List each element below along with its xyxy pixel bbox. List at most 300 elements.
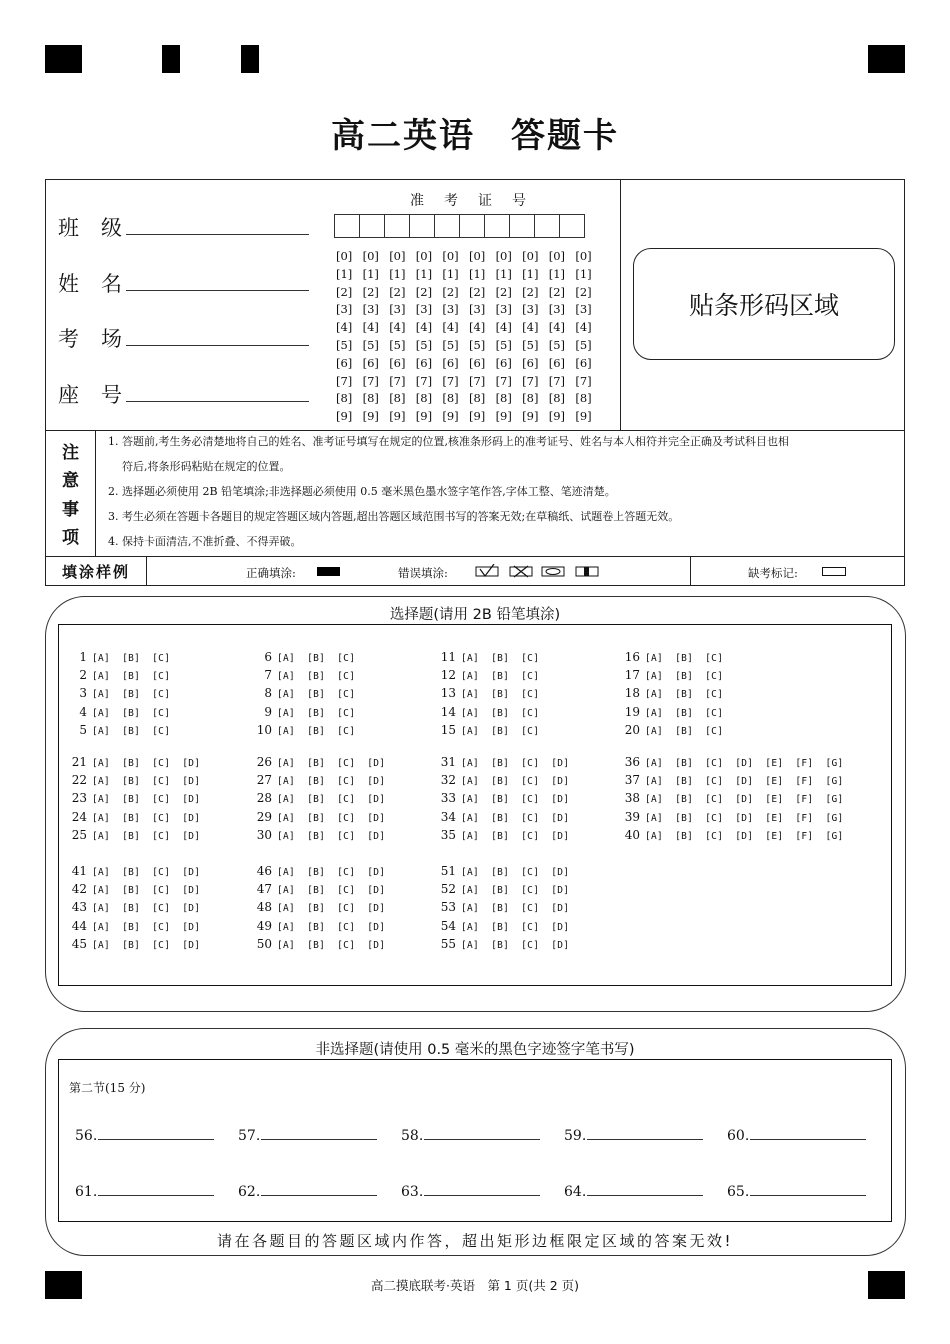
exam-id-bubble[interactable]: [8]	[415, 391, 433, 406]
answer-options[interactable]: [A] [B] [C] [D]	[277, 830, 386, 842]
exam-id-bubble[interactable]: [2]	[495, 284, 512, 299]
fill-blank[interactable]	[564, 1183, 703, 1200]
answer-options[interactable]: [A] [B] [C]	[645, 653, 724, 664]
note-1: 1. 答题前,考生务必清楚地将自己的姓名、准考证号填写在规定的位置,核准条形码上的准考证号、姓名与本人相符并完全正确及考试科目也相	[108, 435, 789, 448]
exam-id-bubble[interactable]: [3]	[575, 302, 592, 317]
question-number: 15	[440, 722, 456, 737]
question-11[interactable]	[434, 650, 539, 664]
question-number: 31	[440, 755, 456, 769]
question-30[interactable]	[250, 828, 385, 842]
answer-options[interactable]: [A] [B] [C] [D]	[92, 921, 201, 933]
exam-id-bubble[interactable]: [9]	[362, 409, 379, 424]
question-28[interactable]	[250, 791, 385, 805]
answer-options[interactable]: [A] [B] [C] [D]	[461, 867, 570, 878]
answer-options[interactable]: [A] [B] [C] [D]	[277, 758, 386, 769]
question-14[interactable]	[434, 705, 539, 719]
answer-options[interactable]: [A] [B] [C]	[645, 707, 724, 719]
exam-id-bubble[interactable]: [8]	[442, 391, 459, 406]
class-field[interactable]	[126, 234, 309, 235]
answer-options[interactable]: [A] [B] [C] [D]	[461, 939, 570, 951]
answer-options[interactable]: [A] [B] [C]	[92, 725, 171, 737]
exam-id-title: 准考证号	[410, 193, 546, 209]
position-mark	[162, 45, 180, 73]
exam-id-bubble[interactable]: [6]	[389, 355, 406, 370]
exam-id-bubble[interactable]: [2]	[442, 284, 459, 299]
answer-options[interactable]: [A] [B] [C] [D] [E] [F] [G]	[645, 812, 844, 824]
answer-options[interactable]: [A] [B] [C] [D]	[92, 885, 201, 897]
position-mark	[868, 45, 905, 73]
exam-id-bubble[interactable]: [0]	[495, 249, 512, 263]
answer-options[interactable]: [A] [B] [C]	[277, 653, 356, 664]
exam-id-bubble[interactable]: [7]	[575, 373, 592, 388]
answer-options[interactable]: [A] [B] [C] [D]	[92, 758, 201, 769]
exam-id-bubble[interactable]: [8]	[522, 391, 539, 406]
question-32[interactable]	[434, 773, 569, 787]
answer-options[interactable]: [A] [B] [C]	[645, 671, 724, 683]
answer-options[interactable]: [A] [B] [C] [D]	[461, 776, 570, 788]
question-number: 12	[440, 668, 456, 683]
exam-id-bubble[interactable]: [2]	[362, 284, 379, 299]
exam-id-bubble[interactable]: [4]	[389, 320, 406, 335]
exam-id-bubble[interactable]: [9]	[415, 409, 433, 424]
answer-options[interactable]: [A] [B] [C] [D]	[461, 921, 570, 933]
question-number: 37	[624, 773, 640, 788]
exam-id-bubble[interactable]: [4]	[362, 320, 379, 335]
question-number: 19	[624, 704, 640, 719]
question-46[interactable]	[250, 864, 385, 878]
answer-options[interactable]: [A] [B] [C]	[645, 689, 724, 701]
question-13[interactable]	[434, 686, 539, 700]
question-35[interactable]	[434, 828, 569, 842]
answer-options[interactable]: [A] [B] [C] [D] [E] [F] [G]	[645, 776, 844, 788]
exam-id-bubble[interactable]: [5]	[415, 337, 433, 352]
answer-options[interactable]: [A] [B] [C]	[461, 653, 540, 664]
question-number: 24	[71, 809, 87, 824]
exam-id-bubble[interactable]: [5]	[495, 337, 512, 352]
question-53[interactable]	[434, 900, 569, 914]
exam-id-bubble[interactable]: [0]	[468, 249, 486, 263]
question-number: 5	[79, 722, 87, 737]
exam-id-bubble[interactable]: [5]	[362, 337, 379, 352]
answer-options[interactable]: [A] [B] [C] [D]	[92, 867, 201, 878]
barcode-label: 贴条形码区域	[688, 291, 839, 320]
exam-id-bubble[interactable]: [2]	[415, 284, 433, 299]
notes-panel	[45, 430, 905, 557]
exam-id-bubble[interactable]: [5]	[336, 337, 353, 352]
notes-heading	[46, 430, 96, 556]
correct-fill-icon	[317, 567, 340, 576]
question-52[interactable]	[434, 882, 569, 896]
exam-id-bubble[interactable]: [1]	[442, 266, 459, 281]
answer-options[interactable]: [A] [B] [C]	[92, 671, 171, 683]
exam-id-bubble[interactable]: [1]	[575, 266, 592, 281]
exam-id-bubble[interactable]: [4]	[415, 320, 433, 335]
exam-id-bubble[interactable]: [2]	[522, 284, 539, 299]
exam-id-bubble[interactable]: [1]	[389, 266, 406, 281]
question-49[interactable]	[250, 919, 385, 933]
answer-options[interactable]: [A] [B] [C] [D]	[277, 867, 386, 878]
answer-options[interactable]: [A] [B] [C] [D] [E] [F] [G]	[645, 830, 844, 842]
question-15[interactable]	[434, 723, 539, 737]
question-number: 45	[71, 936, 87, 951]
exam-id-bubble[interactable]: [3]	[389, 302, 406, 317]
exam-id-bubble[interactable]: [5]	[389, 337, 406, 352]
answer-line[interactable]	[750, 1127, 866, 1140]
seat-field[interactable]	[126, 401, 309, 402]
fill-blank[interactable]	[75, 1127, 214, 1144]
notes-heading-char: 注	[62, 442, 79, 463]
question-1[interactable]	[65, 650, 170, 664]
exam-id-bubble[interactable]: [3]	[522, 302, 539, 317]
exam-id-bubble[interactable]: [8]	[575, 391, 592, 406]
question-10[interactable]	[250, 723, 355, 737]
exam-id-bubble[interactable]: [9]	[468, 409, 486, 424]
exam-id-bubble[interactable]: [3]	[415, 302, 433, 317]
answer-options[interactable]: [A] [B] [C] [D]	[92, 776, 201, 788]
question-number: 21	[71, 755, 87, 769]
question-48[interactable]	[250, 900, 385, 914]
exam-id-bubble[interactable]: [6]	[575, 355, 592, 370]
section-label: 第二节(15 分)	[69, 1081, 146, 1095]
answer-options[interactable]: [A] [B] [C] [D]	[277, 939, 386, 951]
exam-id-bubble[interactable]: [9]	[575, 409, 592, 424]
exam-id-bubble[interactable]: [5]	[522, 337, 539, 352]
question-47[interactable]	[250, 882, 385, 896]
exam-id-bubble-grid[interactable]	[336, 248, 602, 426]
question-37[interactable]	[618, 773, 844, 787]
answer-line[interactable]	[261, 1127, 377, 1140]
question-26[interactable]	[250, 755, 385, 769]
question-9[interactable]	[250, 705, 355, 719]
question-number: 32	[440, 773, 456, 788]
question-number: 44	[71, 918, 87, 933]
exam-id-bubble[interactable]: [6]	[548, 355, 566, 370]
answer-line[interactable]	[750, 1183, 866, 1196]
exam-id-digit-row	[336, 266, 602, 284]
answer-options[interactable]: [A] [B] [C] [D]	[92, 939, 201, 951]
question-29[interactable]	[250, 810, 385, 824]
answer-line[interactable]	[261, 1183, 377, 1196]
question-8[interactable]	[250, 686, 355, 700]
question-number: 6	[264, 650, 272, 664]
answer-line[interactable]	[98, 1183, 214, 1196]
choice-section-title: 选择题(请用 2B 铅笔填涂)	[389, 607, 561, 623]
question-19[interactable]	[618, 705, 723, 719]
exam-id-bubble[interactable]: [4]	[336, 320, 353, 335]
question-31[interactable]	[434, 755, 569, 769]
exam-id-digit-row	[336, 248, 602, 266]
answer-options[interactable]: [A] [B] [C] [D]	[277, 903, 386, 915]
exam-id-bubble[interactable]: [8]	[362, 391, 379, 406]
exam-id-bubble[interactable]: [7]	[415, 373, 433, 388]
exam-id-digit-row	[336, 301, 602, 319]
question-25[interactable]	[65, 828, 200, 842]
exam-id-bubble[interactable]: [7]	[495, 373, 512, 388]
question-number: 41	[71, 864, 87, 878]
exam-id-digit-row	[336, 319, 602, 337]
exam-id-bubble[interactable]: [9]	[548, 409, 566, 424]
exam-id-digit-row	[336, 408, 602, 426]
question-number: 35	[440, 827, 456, 842]
answer-options[interactable]: [A] [B] [C] [D] [E] [F] [G]	[645, 758, 844, 769]
exam-id-bubble[interactable]: [6]	[468, 355, 486, 370]
exam-id-bubble[interactable]: [3]	[362, 302, 379, 317]
exam-id-bubble[interactable]: [5]	[575, 337, 592, 352]
exam-id-bubble[interactable]: [1]	[548, 266, 566, 281]
question-20[interactable]	[618, 723, 723, 737]
exam-id-bubble[interactable]: [7]	[548, 373, 566, 388]
question-42[interactable]	[65, 882, 200, 896]
exam-id-bubble[interactable]: [6]	[415, 355, 433, 370]
exam-id-bubble[interactable]: [6]	[522, 355, 539, 370]
answer-line[interactable]	[424, 1127, 540, 1140]
question-38[interactable]	[618, 791, 844, 805]
answer-options[interactable]: [A] [B] [C]	[92, 653, 171, 664]
answer-options[interactable]: [A] [B] [C] [D]	[461, 903, 570, 915]
exam-id-bubble[interactable]: [6]	[442, 355, 459, 370]
exam-id-bubble[interactable]: [0]	[362, 249, 379, 263]
exam-id-bubble[interactable]: [4]	[522, 320, 539, 335]
question-number: 18	[624, 686, 640, 701]
exam-id-bubble[interactable]: [7]	[389, 373, 406, 388]
fill-blank[interactable]	[75, 1183, 214, 1200]
title-card: 答题卡	[511, 116, 619, 156]
question-number: 39	[624, 809, 640, 824]
exam-id-bubble[interactable]: [1]	[415, 266, 433, 281]
exam-id-bubble[interactable]: [6]	[336, 355, 353, 370]
exam-id-bubble[interactable]: [7]	[468, 373, 486, 388]
blank-number: 59.	[564, 1128, 587, 1144]
exam-id-bubble[interactable]: [4]	[442, 320, 459, 335]
nonchoice-answer-area	[58, 1059, 892, 1222]
exam-id-bubble[interactable]: [3]	[548, 302, 566, 317]
exam-id-bubble[interactable]: [1]	[362, 266, 379, 281]
fill-blank[interactable]	[401, 1183, 540, 1200]
question-54[interactable]	[434, 919, 569, 933]
name-field[interactable]	[126, 290, 309, 291]
question-23[interactable]	[65, 791, 200, 805]
answer-options[interactable]: [A] [B] [C] [D]	[277, 885, 386, 897]
answer-line[interactable]	[587, 1183, 703, 1196]
answer-options[interactable]: [A] [B] [C] [D]	[461, 885, 570, 897]
question-43[interactable]	[65, 900, 200, 914]
exam-id-bubble[interactable]: [7]	[362, 373, 379, 388]
answer-options[interactable]: [A] [B] [C] [D]	[461, 830, 570, 842]
exam-id-bubble[interactable]: [1]	[468, 266, 486, 281]
exam-id-bubble[interactable]: [7]	[442, 373, 459, 388]
question-22[interactable]	[65, 773, 200, 787]
answer-options[interactable]: [A] [B] [C] [D]	[277, 794, 386, 806]
exam-id-bubble[interactable]: [2]	[389, 284, 406, 299]
exam-id-bubble[interactable]: [4]	[468, 320, 486, 335]
exam-id-bubble[interactable]: [8]	[389, 391, 406, 406]
exam-id-bubble[interactable]: [0]	[575, 249, 592, 263]
answer-options[interactable]: [A] [B] [C]	[461, 689, 540, 701]
exam-id-bubble[interactable]: [0]	[442, 249, 459, 263]
question-39[interactable]	[618, 810, 844, 824]
exam-id-bubble[interactable]: [8]	[468, 391, 486, 406]
exam-id-bubble[interactable]: [2]	[575, 284, 592, 299]
answer-options[interactable]: [A] [B] [C] [D] [E] [F] [G]	[645, 794, 844, 806]
exam-id-bubble[interactable]: [9]	[336, 409, 353, 424]
question-number: 8	[264, 686, 272, 701]
exam-id-bubble[interactable]: [9]	[522, 409, 539, 424]
notes-heading-char: 项	[62, 528, 79, 549]
exam-id-bubble[interactable]: [4]	[495, 320, 512, 335]
exam-id-bubble[interactable]: [3]	[336, 302, 353, 317]
question-5[interactable]	[65, 723, 170, 737]
answer-options[interactable]: [A] [B] [C] [D]	[461, 812, 570, 824]
note-3: 3. 考生必须在答题卡各题目的规定答题区域内答题,超出答题区域范围书写的答案无效;在草稿纸、试题卷上答题无效。	[108, 510, 680, 523]
position-mark	[45, 45, 82, 73]
fill-blank[interactable]	[238, 1127, 377, 1144]
fill-blank[interactable]	[238, 1183, 377, 1200]
question-50[interactable]	[250, 937, 385, 951]
answer-options[interactable]: [A] [B] [C] [D]	[461, 758, 570, 769]
question-40[interactable]	[618, 828, 844, 842]
answer-options[interactable]: [A] [B] [C] [D]	[92, 830, 201, 842]
exam-id-bubble[interactable]: [4]	[548, 320, 566, 335]
exam-id-bubble[interactable]: [8]	[495, 391, 512, 406]
exam-id-bubble[interactable]: [7]	[336, 373, 353, 388]
answer-options[interactable]: [A] [B] [C]	[277, 689, 356, 701]
answer-options[interactable]: [A] [B] [C] [D]	[277, 812, 386, 824]
exam-id-bubble[interactable]: [3]	[468, 302, 486, 317]
answer-options[interactable]: [A] [B] [C]	[461, 725, 540, 737]
question-number: 10	[256, 722, 272, 737]
blank-number: 57.	[238, 1128, 261, 1144]
exam-id-bubble[interactable]: [0]	[548, 249, 566, 263]
question-2[interactable]	[65, 668, 170, 682]
exam-id-bubble[interactable]: [0]	[522, 249, 539, 263]
answer-options[interactable]: [A] [B] [C]	[461, 671, 540, 683]
exam-id-bubble[interactable]: [4]	[575, 320, 592, 335]
blank-number: 62.	[238, 1184, 261, 1200]
question-number: 55	[440, 936, 456, 951]
fill-blank[interactable]	[564, 1127, 703, 1144]
question-number: 26	[256, 755, 272, 769]
blank-number: 60.	[727, 1128, 750, 1144]
question-41[interactable]	[65, 864, 200, 878]
answer-options[interactable]: [A] [B] [C]	[277, 707, 356, 719]
exam-id-bubble[interactable]: [1]	[522, 266, 539, 281]
question-3[interactable]	[65, 686, 170, 700]
question-16[interactable]	[618, 650, 723, 664]
exam-id-bubble[interactable]: [9]	[495, 409, 512, 424]
answer-line[interactable]	[587, 1127, 703, 1140]
question-55[interactable]	[434, 937, 569, 951]
answer-options[interactable]: [A] [B] [C]	[277, 671, 356, 683]
exam-id-bubble[interactable]: [0]	[415, 249, 433, 263]
answer-options[interactable]: [A] [B] [C] [D]	[277, 921, 386, 933]
question-7[interactable]	[250, 668, 355, 682]
exam-id-bubble[interactable]: [0]	[389, 249, 406, 263]
question-number: 49	[256, 918, 272, 933]
question-number: 13	[440, 686, 456, 701]
answer-options[interactable]: [A] [B] [C]	[92, 689, 171, 701]
exam-id-bubble[interactable]: [5]	[442, 337, 459, 352]
answer-options[interactable]: [A] [B] [C] [D]	[92, 812, 201, 824]
question-number: 43	[71, 900, 87, 915]
answer-options[interactable]: [A] [B] [C] [D]	[461, 794, 570, 806]
exam-id-bubble[interactable]: [1]	[495, 266, 512, 281]
question-18[interactable]	[618, 686, 723, 700]
notes-heading-char: 意	[62, 471, 79, 492]
question-number: 3	[79, 686, 87, 701]
question-number: 16	[624, 650, 640, 664]
exam-id-bubble[interactable]: [3]	[495, 302, 512, 317]
exam-id-digit-row	[336, 284, 602, 302]
question-number: 38	[624, 791, 640, 806]
exam-id-bubble[interactable]: [0]	[336, 249, 353, 263]
question-33[interactable]	[434, 791, 569, 805]
answer-options[interactable]: [A] [B] [C] [D]	[277, 776, 386, 788]
question-17[interactable]	[618, 668, 723, 682]
exam-id-bubble[interactable]: [6]	[362, 355, 379, 370]
question-4[interactable]	[65, 705, 170, 719]
answer-options[interactable]: [A] [B] [C]	[645, 725, 724, 737]
exam-id-bubble[interactable]: [5]	[548, 337, 566, 352]
exam-id-bubble[interactable]: [8]	[336, 391, 353, 406]
question-45[interactable]	[65, 937, 200, 951]
question-36[interactable]	[618, 755, 844, 769]
fill-blank[interactable]	[727, 1183, 866, 1200]
exam-id-bubble[interactable]: [9]	[442, 409, 459, 424]
room-field[interactable]	[126, 345, 309, 346]
question-number: 4	[79, 704, 87, 719]
answer-options[interactable]: [A] [B] [C]	[92, 707, 171, 719]
exam-id-bubble[interactable]: [1]	[336, 266, 353, 281]
answer-options[interactable]: [A] [B] [C] [D]	[92, 794, 201, 806]
wrong-fill-label: 错误填涂:	[398, 566, 448, 580]
page-title	[0, 108, 950, 157]
question-number: 48	[256, 900, 272, 915]
exam-id-bubble[interactable]: [2]	[468, 284, 486, 299]
question-number: 30	[256, 827, 272, 842]
exam-id-bubble[interactable]: [9]	[389, 409, 406, 424]
question-51[interactable]	[434, 864, 569, 878]
answer-line[interactable]	[98, 1127, 214, 1140]
note-1-cont: 符后,将条形码粘贴在规定的位置。	[122, 460, 291, 473]
question-12[interactable]	[434, 668, 539, 682]
answer-options[interactable]: [A] [B] [C]	[277, 725, 356, 737]
exam-id-bubble[interactable]: [2]	[548, 284, 566, 299]
exam-id-boxes[interactable]	[334, 214, 584, 238]
question-44[interactable]	[65, 919, 200, 933]
exam-id-bubble[interactable]: [6]	[495, 355, 512, 370]
answer-options[interactable]: [A] [B] [C]	[461, 707, 540, 719]
blank-number: 64.	[564, 1184, 587, 1200]
exam-id-digit-row	[336, 355, 602, 373]
answer-options[interactable]: [A] [B] [C] [D]	[92, 903, 201, 915]
exam-id-bubble[interactable]: [3]	[442, 302, 459, 317]
absent-mark-box[interactable]	[822, 567, 846, 576]
fill-blank[interactable]	[727, 1127, 866, 1144]
exam-id-bubble[interactable]: [7]	[522, 373, 539, 388]
question-24[interactable]	[65, 810, 200, 824]
fill-blank[interactable]	[401, 1127, 540, 1144]
answer-line[interactable]	[424, 1183, 540, 1196]
question-27[interactable]	[250, 773, 385, 787]
exam-id-bubble[interactable]: [5]	[468, 337, 486, 352]
question-6[interactable]	[250, 650, 355, 664]
exam-id-bubble[interactable]: [8]	[548, 391, 566, 406]
exam-id-bubble[interactable]: [2]	[336, 284, 353, 299]
question-34[interactable]	[434, 810, 569, 824]
question-number: 27	[256, 773, 272, 788]
question-number: 29	[256, 809, 272, 824]
question-21[interactable]	[65, 755, 200, 769]
